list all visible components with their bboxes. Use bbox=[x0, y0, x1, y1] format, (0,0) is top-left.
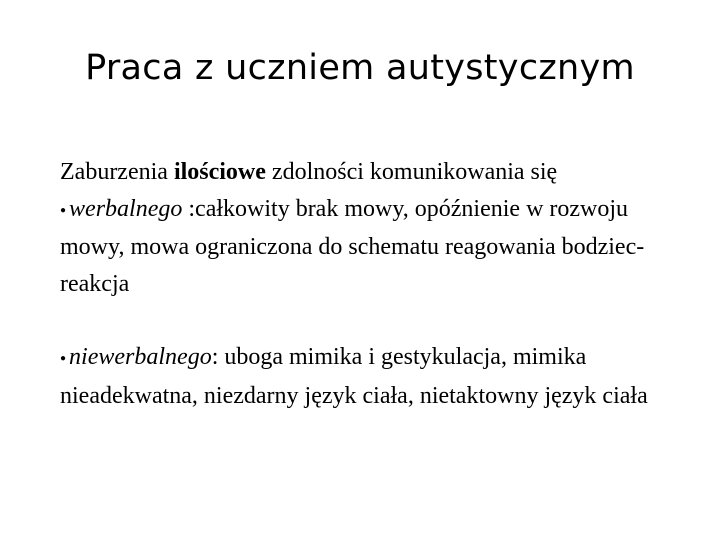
bullet-term-verbal: werbalnego bbox=[69, 195, 183, 222]
bullet-separator-verbal: : bbox=[182, 195, 196, 222]
bullet-icon: ● bbox=[60, 353, 67, 364]
bullet-separator-nonverbal: : bbox=[211, 344, 225, 370]
intro-prefix: Zaburzenia bbox=[60, 159, 174, 185]
slide-title: Praca z uczniem autystycznym bbox=[85, 48, 635, 88]
slide-body bbox=[60, 154, 680, 414]
paragraph-nonverbal bbox=[60, 339, 680, 414]
intro-bold-word: ilościowe bbox=[173, 159, 266, 185]
bullet-icon: ● bbox=[60, 204, 67, 216]
paragraph-verbal bbox=[60, 154, 680, 302]
bullet-term-nonverbal: niewerbalnego bbox=[69, 344, 212, 370]
intro-suffix: zdolności komunikowania się bbox=[265, 159, 558, 185]
bullet-text-nonverbal: uboga mimika i gestykulacja, mimika nieadekwatna, niezdarny język ciała, nietaktowny język ciała bbox=[60, 344, 648, 409]
bullet-text-verbal: całkowity brak mowy, opóźnienie w rozwoju mowy, mowa ograniczona do schematu reagowania bodziec-reakcja bbox=[60, 195, 645, 297]
